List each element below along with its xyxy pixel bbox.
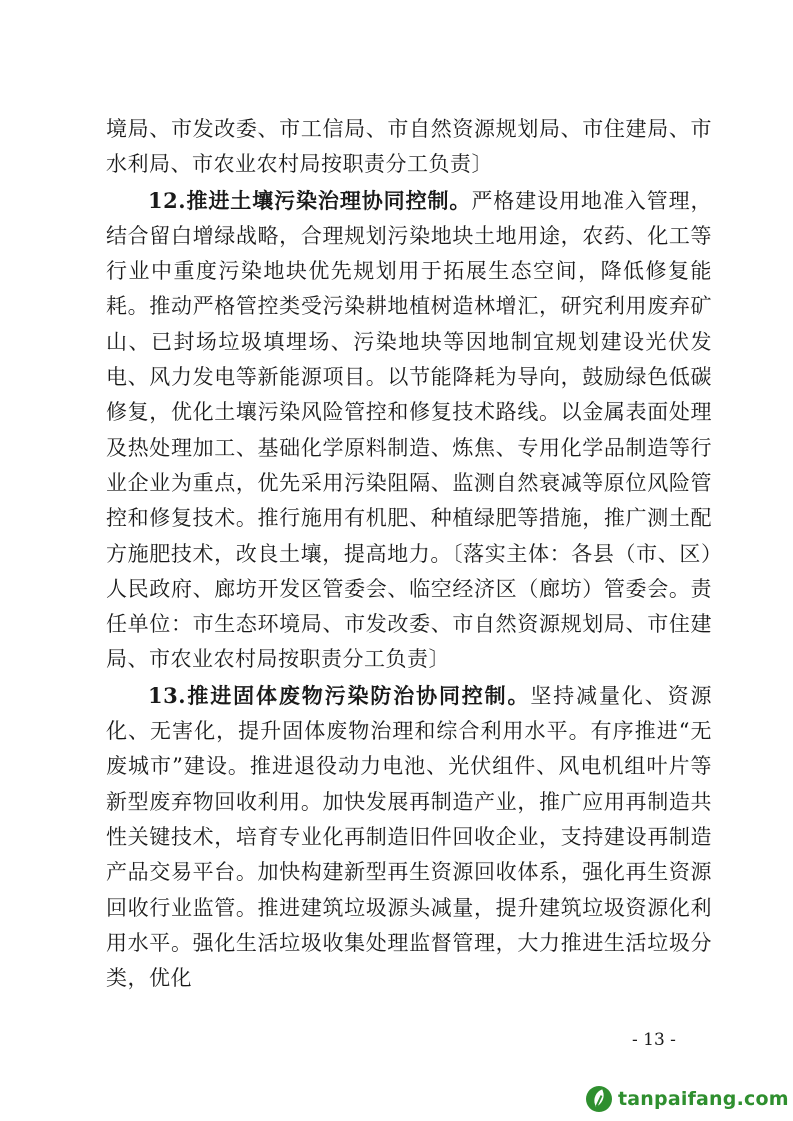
paragraph-body: 境局、市发改委、市工信局、市自然资源规划局、市住建局、市水利局、市农业农村局按职责分工负责〕 bbox=[106, 117, 712, 177]
paragraph-soil-pollution bbox=[106, 183, 712, 678]
paragraph-body: 严格建设用地准入管理，结合留白增绿战略，合理规划污染地块土地用途，农药、化工等行业中重度污染地块优先规划用于拓展生态空间，降低修复能耗。推动严格管控类受污染耕地植树造林增汇，研究利用废弃矿山、已封场垃圾填埋场、污染地块等因地制宜规划建设光伏发电、风力发电等新能源项目。以节能降耗为导向，鼓励绿色低碳修复，优化土壤污染风险管控和修复技术路线。以金属表面处理及热处理加工、基础化学原料制造、炼焦、专用化学品制造等行业企业为重点，优先采用污染阻隔、监测自然衰减等原位风险管控和修复技术。推行施用有机肥、种植绿肥等措施，推广测土配方施肥技术，改良土壤，提高地力。〔落实主体：各县（市、区）人民政府、廊坊开发区管委会、临空经济区（廊坊）管委会。责任单位：市生态环境局、市发改委、市自然资源规划局、市住建局、市农业农村局按职责分工负责〕 bbox=[106, 188, 712, 672]
site-watermark bbox=[586, 1086, 789, 1112]
watermark-text: tanpaifang.com bbox=[618, 1088, 789, 1110]
paragraph-solid-waste bbox=[106, 678, 712, 997]
section-heading-13: 13.推进固体废物污染防治协同控制。 bbox=[148, 682, 531, 708]
section-heading-12: 12.推进土壤污染治理协同控制。 bbox=[148, 187, 472, 213]
leaf-logo-icon bbox=[586, 1086, 612, 1112]
paragraph-continuation bbox=[106, 112, 712, 183]
page-number: - 13 - bbox=[632, 1030, 676, 1050]
body-text bbox=[106, 112, 712, 996]
paragraph-body: 坚持减量化、资源化、无害化，提升固体废物治理和综合利用水平。有序推进“无废城市”建设。推进退役动力电池、光伏组件、风电机组叶片等新型废弃物回收利用。加快发展再制造产业，推广应用再制造共性关键技术，培育专业化再制造旧件回收企业，支持建设再制造产品交易平台。加快构建新型再生资源回收体系，强化再生资源回收行业监管。推进建筑垃圾源头减量，提升建筑垃圾资源化利用水平。强化生活垃圾收集处理监督管理，大力推进生活垃圾分类，优化 bbox=[106, 683, 712, 991]
